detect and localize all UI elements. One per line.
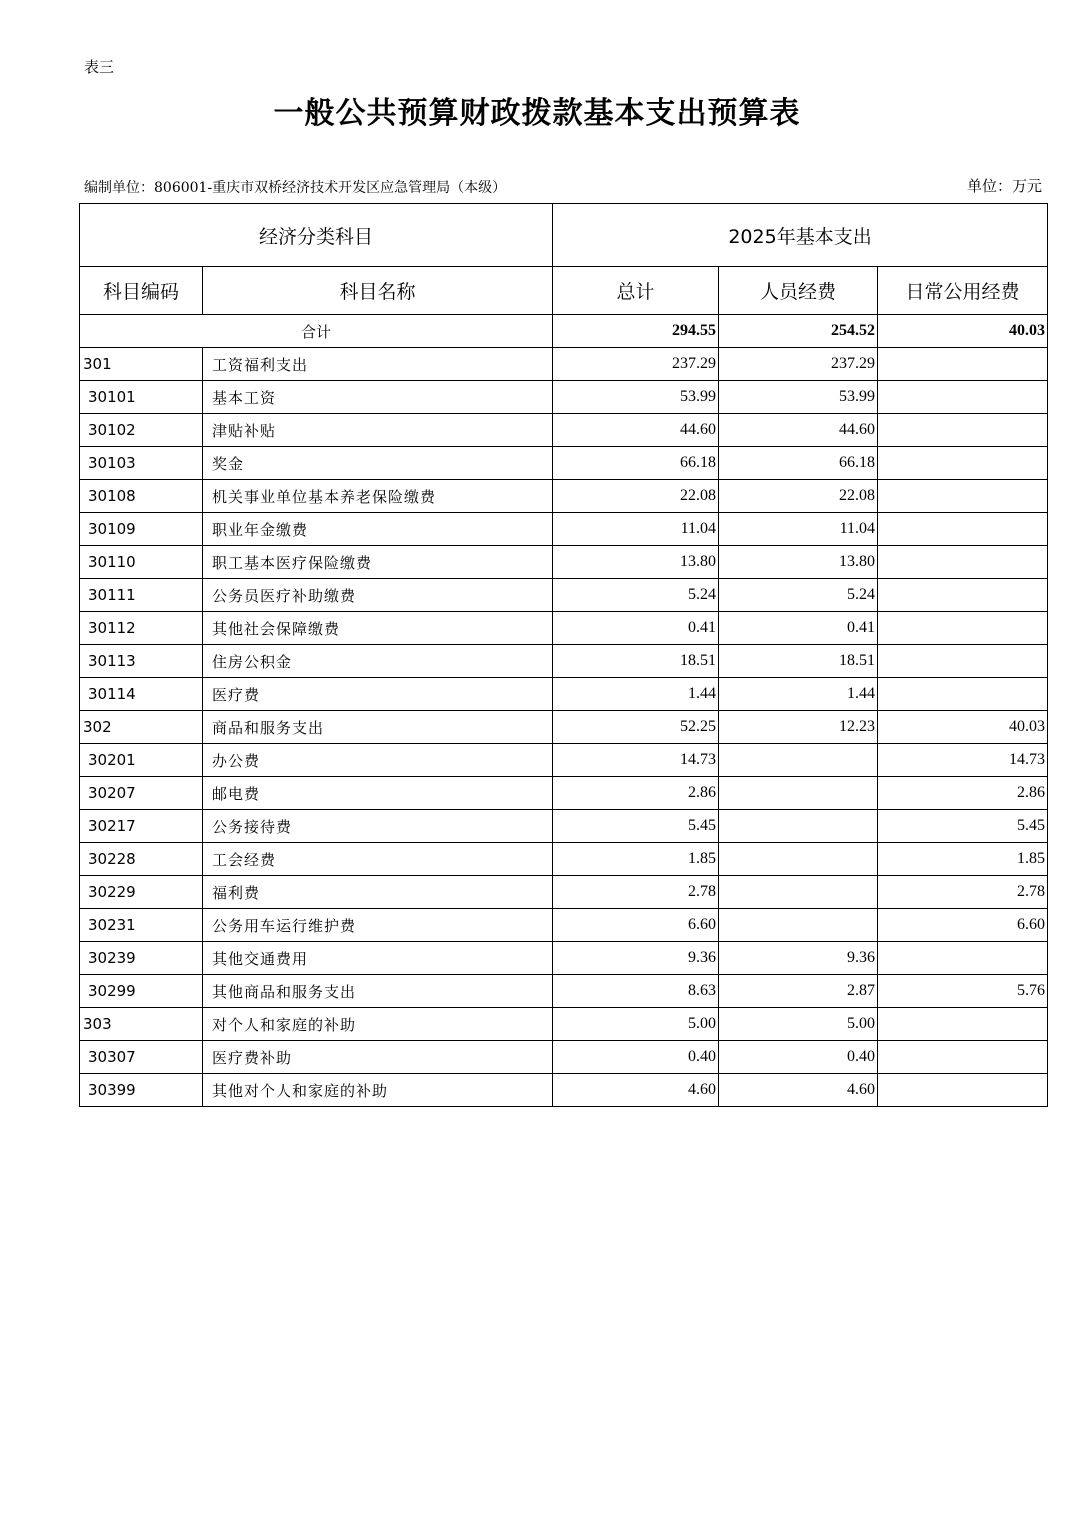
- row-personnel: 11.04: [719, 513, 878, 546]
- header-public: 日常公用经费: [878, 267, 1048, 315]
- row-personnel: 44.60: [719, 414, 878, 447]
- table-row: [80, 480, 1048, 513]
- row-code: 30231: [80, 909, 203, 942]
- row-total: 2.78: [553, 876, 719, 909]
- row-name: 医疗费: [203, 678, 553, 711]
- row-public: [878, 381, 1048, 414]
- row-personnel: 22.08: [719, 480, 878, 513]
- row-personnel: 0.40: [719, 1041, 878, 1074]
- row-personnel: 237.29: [719, 348, 878, 381]
- table-row: [80, 678, 1048, 711]
- row-public: 5.76: [878, 975, 1048, 1008]
- row-total: 9.36: [553, 942, 719, 975]
- row-code: 303: [80, 1008, 203, 1041]
- row-public: [878, 414, 1048, 447]
- row-name: 职业年金缴费: [203, 513, 553, 546]
- row-public: 14.73: [878, 744, 1048, 777]
- row-personnel: [719, 909, 878, 942]
- row-public: [878, 678, 1048, 711]
- row-public: 1.85: [878, 843, 1048, 876]
- row-total: 5.45: [553, 810, 719, 843]
- row-personnel: 66.18: [719, 447, 878, 480]
- row-total: 1.85: [553, 843, 719, 876]
- row-total: 1.44: [553, 678, 719, 711]
- row-personnel: [719, 744, 878, 777]
- row-total: 0.41: [553, 612, 719, 645]
- table-row: [80, 381, 1048, 414]
- table-row: [80, 1008, 1048, 1041]
- row-public: [878, 612, 1048, 645]
- total-label: 合计: [80, 315, 553, 348]
- row-total: 4.60: [553, 1074, 719, 1107]
- row-name: 其他社会保障缴费: [203, 612, 553, 645]
- row-total: 5.00: [553, 1008, 719, 1041]
- page-title: 一般公共预算财政拨款基本支出预算表: [273, 96, 801, 131]
- row-name: 职工基本医疗保险缴费: [203, 546, 553, 579]
- row-code: 30102: [80, 414, 203, 447]
- row-code: 30299: [80, 975, 203, 1008]
- row-code: 30112: [80, 612, 203, 645]
- row-personnel: 5.24: [719, 579, 878, 612]
- row-code: 30228: [80, 843, 203, 876]
- row-personnel: 9.36: [719, 942, 878, 975]
- row-name: 商品和服务支出: [203, 711, 553, 744]
- row-name: 邮电费: [203, 777, 553, 810]
- table-row: [80, 1074, 1048, 1107]
- row-code: 30103: [80, 447, 203, 480]
- header-personnel: 人员经费: [719, 267, 878, 315]
- row-personnel: [719, 777, 878, 810]
- row-total: 5.24: [553, 579, 719, 612]
- row-personnel: 0.41: [719, 612, 878, 645]
- row-personnel: 2.87: [719, 975, 878, 1008]
- compiling-unit: 编制单位：806001-重庆市双桥经济技术开发区应急管理局（本级）: [84, 180, 507, 196]
- row-public: [878, 1008, 1048, 1041]
- row-total: 237.29: [553, 348, 719, 381]
- total-personnel: 254.52: [719, 315, 878, 348]
- row-public: 6.60: [878, 909, 1048, 942]
- table-row: [80, 414, 1048, 447]
- row-code: 30217: [80, 810, 203, 843]
- table-row: [80, 711, 1048, 744]
- row-personnel: [719, 843, 878, 876]
- row-public: [878, 348, 1048, 381]
- row-code: 30108: [80, 480, 203, 513]
- table-row: [80, 843, 1048, 876]
- row-personnel: 13.80: [719, 546, 878, 579]
- row-public: 5.45: [878, 810, 1048, 843]
- row-code: 30229: [80, 876, 203, 909]
- row-personnel: [719, 876, 878, 909]
- table-row: [80, 876, 1048, 909]
- row-public: 40.03: [878, 711, 1048, 744]
- total-public: 40.03: [878, 315, 1048, 348]
- table-row: [80, 348, 1048, 381]
- header-economic-classification: 经济分类科目: [80, 204, 553, 267]
- row-public: 2.86: [878, 777, 1048, 810]
- table-row: [80, 777, 1048, 810]
- row-code: 30239: [80, 942, 203, 975]
- row-personnel: 1.44: [719, 678, 878, 711]
- row-public: [878, 1041, 1048, 1074]
- row-total: 0.40: [553, 1041, 719, 1074]
- header-total: 总计: [553, 267, 719, 315]
- row-name: 住房公积金: [203, 645, 553, 678]
- row-total: 44.60: [553, 414, 719, 447]
- row-code: 30113: [80, 645, 203, 678]
- row-total: 8.63: [553, 975, 719, 1008]
- row-personnel: 53.99: [719, 381, 878, 414]
- row-total: 18.51: [553, 645, 719, 678]
- row-personnel: 12.23: [719, 711, 878, 744]
- row-public: [878, 546, 1048, 579]
- row-name: 工会经费: [203, 843, 553, 876]
- row-name: 公务用车运行维护费: [203, 909, 553, 942]
- header-row-columns: [80, 267, 1048, 315]
- header-code: 科目编码: [80, 267, 203, 315]
- row-name: 基本工资: [203, 381, 553, 414]
- row-total: 13.80: [553, 546, 719, 579]
- row-code: 30101: [80, 381, 203, 414]
- row-code: 30207: [80, 777, 203, 810]
- row-code: 301: [80, 348, 203, 381]
- row-total: 11.04: [553, 513, 719, 546]
- row-code: 30399: [80, 1074, 203, 1107]
- row-name: 对个人和家庭的补助: [203, 1008, 553, 1041]
- row-total: 14.73: [553, 744, 719, 777]
- row-name: 工资福利支出: [203, 348, 553, 381]
- header-basic-expenditure: 2025年基本支出: [553, 204, 1048, 267]
- row-name: 奖金: [203, 447, 553, 480]
- row-name: 福利费: [203, 876, 553, 909]
- table-row: [80, 612, 1048, 645]
- currency-unit: 单位：万元: [966, 177, 1042, 195]
- row-personnel: 18.51: [719, 645, 878, 678]
- row-name: 机关事业单位基本养老保险缴费: [203, 480, 553, 513]
- table-row: [80, 810, 1048, 843]
- table-row: [80, 546, 1048, 579]
- table-row: [80, 1041, 1048, 1074]
- row-total: 53.99: [553, 381, 719, 414]
- row-name: 津贴补贴: [203, 414, 553, 447]
- row-public: [878, 942, 1048, 975]
- row-public: [878, 480, 1048, 513]
- table-number: 表三: [84, 58, 115, 76]
- row-total: 52.25: [553, 711, 719, 744]
- row-code: 30114: [80, 678, 203, 711]
- table-row: [80, 975, 1048, 1008]
- table-row: [80, 447, 1048, 480]
- row-public: [878, 1074, 1048, 1107]
- header-row-group: [80, 204, 1048, 267]
- row-code: 30307: [80, 1041, 203, 1074]
- row-code: 30110: [80, 546, 203, 579]
- table-row: [80, 744, 1048, 777]
- row-total: 22.08: [553, 480, 719, 513]
- table-row: [80, 942, 1048, 975]
- row-public: [878, 645, 1048, 678]
- row-total: 66.18: [553, 447, 719, 480]
- row-total: 2.86: [553, 777, 719, 810]
- row-personnel: 5.00: [719, 1008, 878, 1041]
- row-public: [878, 579, 1048, 612]
- row-name: 公务员医疗补助缴费: [203, 579, 553, 612]
- table-row: [80, 513, 1048, 546]
- row-code: 302: [80, 711, 203, 744]
- row-code: 30111: [80, 579, 203, 612]
- row-public: [878, 447, 1048, 480]
- row-name: 办公费: [203, 744, 553, 777]
- row-public: 2.78: [878, 876, 1048, 909]
- row-personnel: [719, 810, 878, 843]
- table-row: [80, 579, 1048, 612]
- row-personnel: 4.60: [719, 1074, 878, 1107]
- table-row: [80, 909, 1048, 942]
- total-row: [80, 315, 1048, 348]
- budget-table: [79, 203, 1048, 1107]
- row-code: 30201: [80, 744, 203, 777]
- row-public: [878, 513, 1048, 546]
- row-name: 其他交通费用: [203, 942, 553, 975]
- row-name: 医疗费补助: [203, 1041, 553, 1074]
- row-total: 6.60: [553, 909, 719, 942]
- row-name: 其他对个人和家庭的补助: [203, 1074, 553, 1107]
- total-sum: 294.55: [553, 315, 719, 348]
- row-name: 公务接待费: [203, 810, 553, 843]
- header-name: 科目名称: [203, 267, 553, 315]
- row-name: 其他商品和服务支出: [203, 975, 553, 1008]
- table-row: [80, 645, 1048, 678]
- row-code: 30109: [80, 513, 203, 546]
